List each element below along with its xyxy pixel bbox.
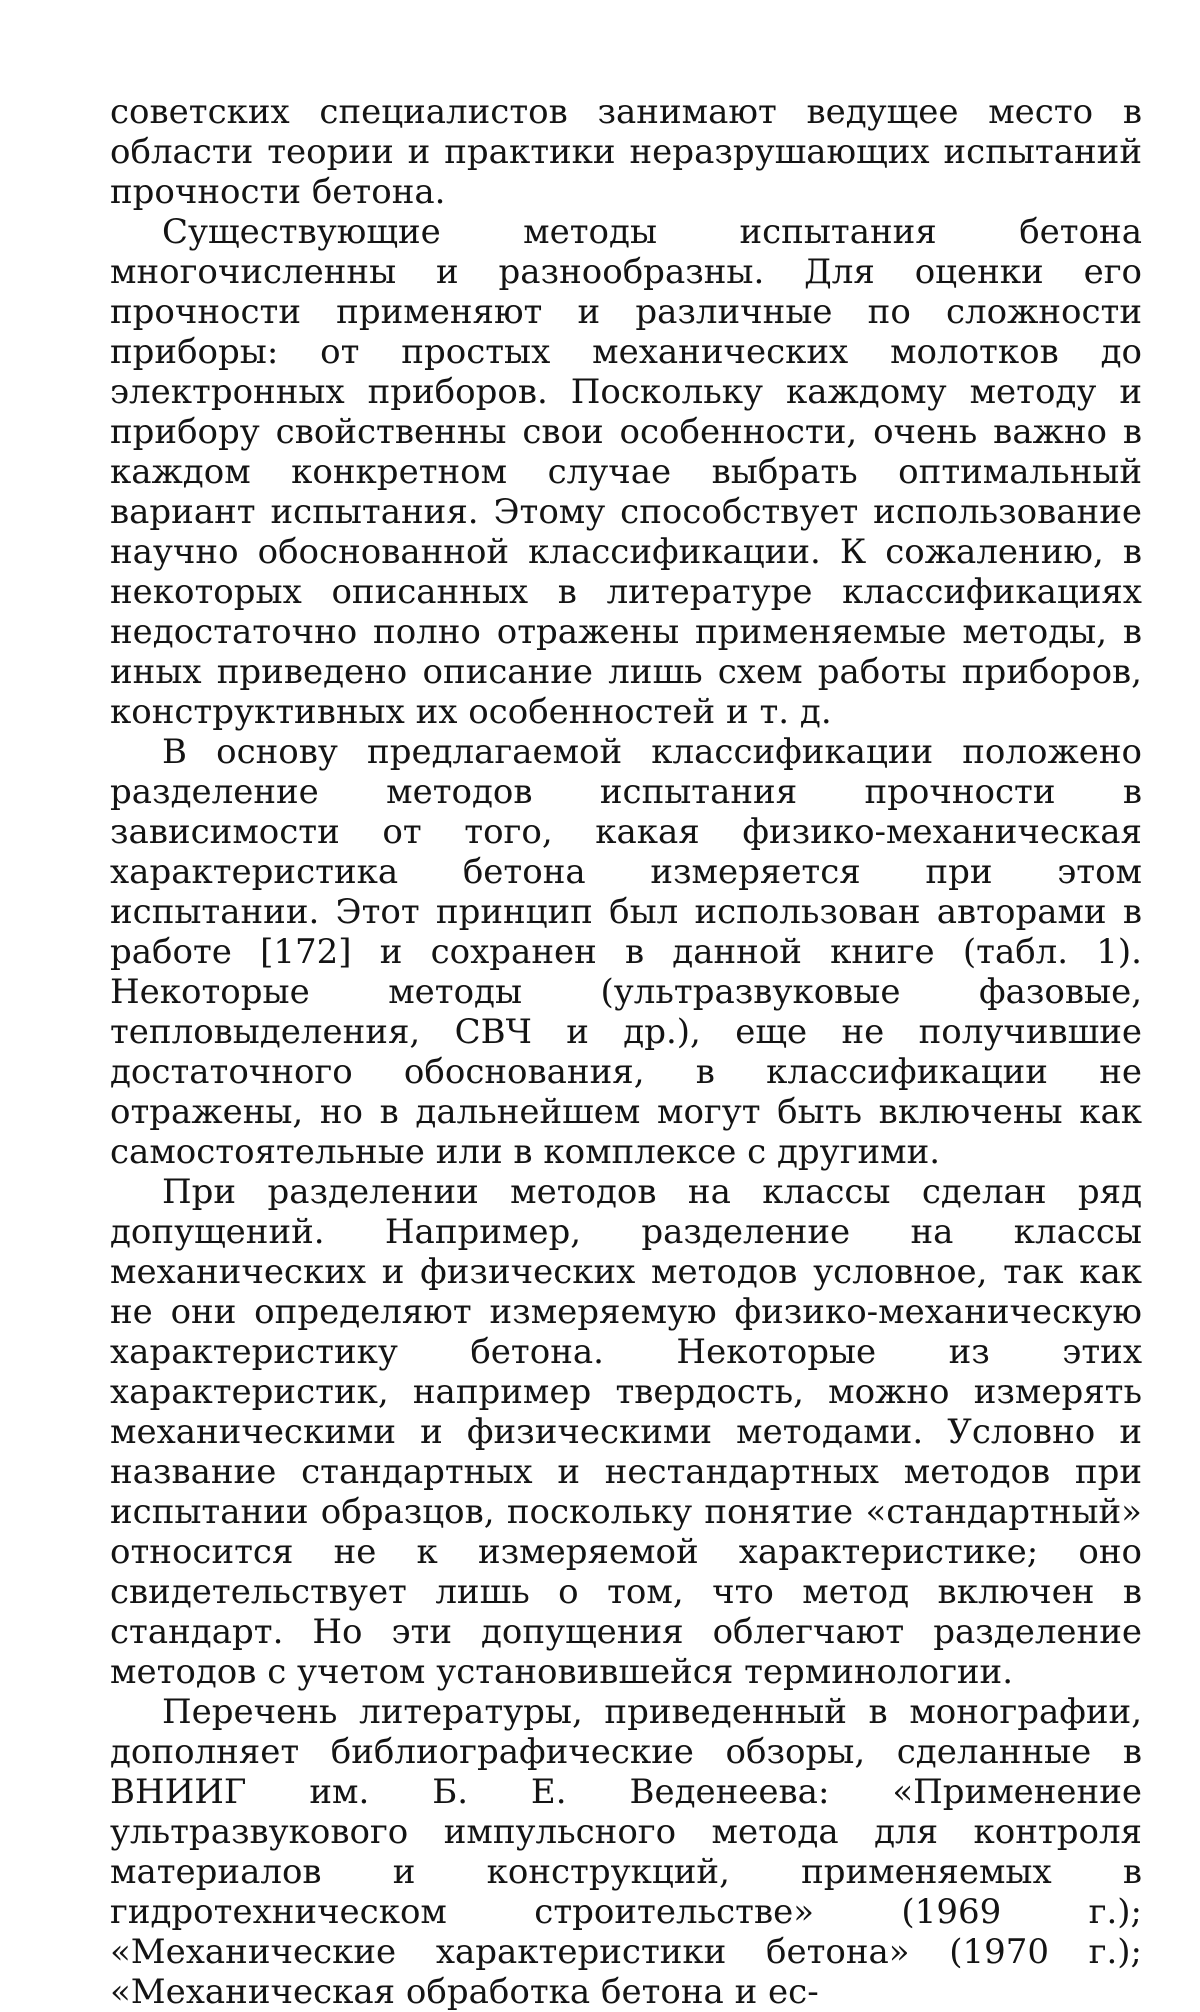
document-page [110, 92, 1142, 2012]
paragraph-literature-list: Перечень литературы, приведенный в монографии, дополняет библиографические обзоры, сделанные в ВНИИГ им. Б. Е. Веденеева: «Применение ультразвукового импульсного метода для контроля материалов и конструкций, применяемых в гидротехническом строительстве» (1969 г.); «Механические характеристики бетона» (1970 г.); «Механическая обработка бетона и ес- [110, 1692, 1142, 2012]
paragraph-continuation: советских специалистов занимают ведущее место в области теории и практики неразрушающих испытаний прочности бетона. [110, 92, 1142, 212]
paragraph-assumptions: При разделении методов на классы сделан ряд допущений. Например, разделение на классы механических и физических методов условное, так как не они определяют измеряемую физико-механическую характеристику бетона. Некоторые из этих характеристик, например твердость, можно измерять механическими и физическими методами. Условно и название стандартных и нестандартных методов при испытании образцов, поскольку понятие «стандартный» относится не к измеряемой характеристике; оно свидетельствует лишь о том, что метод включен в стандарт. Но эти допущения облегчают разделение методов с учетом установившейся терминологии. [110, 1172, 1142, 1692]
paragraph-classification-basis: В основу предлагаемой классификации положено разделение методов испытания прочности в зависимости от того, какая физико-механическая характеристика бетона измеряется при этом испытании. Этот принцип был использован авторами в работе [172] и сохранен в данной книге (табл. 1). Некоторые методы (ультразвуковые фазовые, тепловыделения, СВЧ и др.), еще не получившие достаточного обоснования, в классификации не отражены, но в дальнейшем могут быть включены как самостоятельные или в комплексе с другими. [110, 732, 1142, 1172]
paragraph-test-methods: Существующие методы испытания бетона многочисленны и разнообразны. Для оценки его прочности применяют и различные по сложности приборы: от простых механических молотков до электронных приборов. Поскольку каждому методу и прибору свойственны свои особенности, очень важно в каждом конкретном случае выбрать оптимальный вариант испытания. Этому способствует использование научно обоснованной классификации. К сожалению, в некоторых описанных в литературе классификациях недостаточно полно отражены применяемые методы, в иных приведено описание лишь схем работы приборов, конструктивных их особенностей и т. д. [110, 212, 1142, 732]
